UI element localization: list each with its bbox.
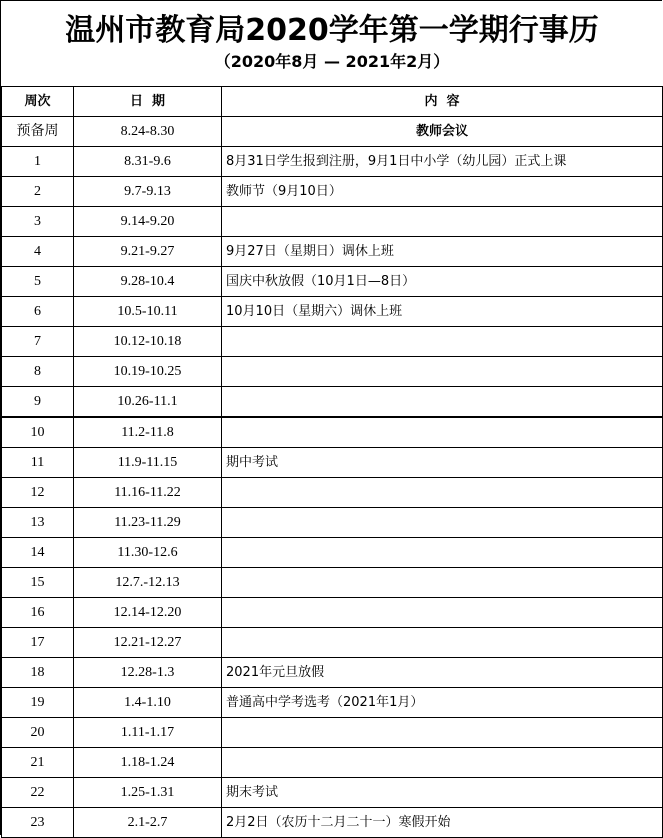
date-cell: 9.14-9.20 xyxy=(74,207,222,237)
table-row xyxy=(2,448,663,478)
content-cell: 2月2日（农历十二月二十一）寒假开始 xyxy=(222,808,663,838)
table-row xyxy=(2,327,663,357)
table-row xyxy=(2,237,663,267)
table-row xyxy=(2,688,663,718)
content-cell: 普通高中学考选考（2021年1月） xyxy=(222,688,663,718)
week-cell: 23 xyxy=(2,808,74,838)
content-cell: 期中考试 xyxy=(222,448,663,478)
date-cell: 11.23-11.29 xyxy=(74,508,222,538)
table-row xyxy=(2,207,663,237)
table-row xyxy=(2,177,663,207)
date-cell: 11.9-11.15 xyxy=(74,448,222,478)
table-row xyxy=(2,267,663,297)
week-cell: 12 xyxy=(2,478,74,508)
date-cell: 1.11-1.17 xyxy=(74,718,222,748)
column-header-date: 日 期 xyxy=(74,87,222,117)
week-cell: 9 xyxy=(2,387,74,418)
date-cell: 2.1-2.7 xyxy=(74,808,222,838)
content-cell: 8月31日学生报到注册，9月1日中小学（幼儿园）正式上课 xyxy=(222,147,663,177)
date-cell: 9.7-9.13 xyxy=(74,177,222,207)
week-cell: 18 xyxy=(2,658,74,688)
content-cell: 教师节（9月10日） xyxy=(222,177,663,207)
content-cell xyxy=(222,748,663,778)
table-row xyxy=(2,658,663,688)
week-cell: 17 xyxy=(2,628,74,658)
table-row xyxy=(2,628,663,658)
week-cell: 22 xyxy=(2,778,74,808)
content-cell: 2021年元旦放假 xyxy=(222,658,663,688)
week-cell: 7 xyxy=(2,327,74,357)
date-cell: 11.30-12.6 xyxy=(74,538,222,568)
content-cell xyxy=(222,628,663,658)
content-cell: 教师会议 xyxy=(222,117,663,147)
content-cell xyxy=(222,508,663,538)
date-cell: 1.4-1.10 xyxy=(74,688,222,718)
week-cell: 20 xyxy=(2,718,74,748)
table-row xyxy=(2,808,663,838)
table-row xyxy=(2,357,663,387)
date-cell: 10.26-11.1 xyxy=(74,387,222,418)
week-cell: 5 xyxy=(2,267,74,297)
table-header-row xyxy=(2,87,663,117)
page-subtitle: （2020年8月 — 2021年2月） xyxy=(214,52,450,71)
week-cell: 14 xyxy=(2,538,74,568)
content-cell: 国庆中秋放假（10月1日—8日） xyxy=(222,267,663,297)
date-cell: 11.16-11.22 xyxy=(74,478,222,508)
date-cell: 9.21-9.27 xyxy=(74,237,222,267)
week-cell: 1 xyxy=(2,147,74,177)
content-cell xyxy=(222,207,663,237)
content-cell: 期末考试 xyxy=(222,778,663,808)
week-cell: 19 xyxy=(2,688,74,718)
table-row xyxy=(2,478,663,508)
table-body xyxy=(2,117,663,838)
schedule-table xyxy=(1,86,663,838)
table-row xyxy=(2,568,663,598)
week-cell: 15 xyxy=(2,568,74,598)
week-cell: 13 xyxy=(2,508,74,538)
table-row xyxy=(2,117,663,147)
content-cell xyxy=(222,327,663,357)
content-cell xyxy=(222,478,663,508)
page-title: 温州市教育局2020学年第一学期行事历 xyxy=(65,13,599,48)
table-row xyxy=(2,748,663,778)
week-cell: 8 xyxy=(2,357,74,387)
column-header-week: 周次 xyxy=(2,87,74,117)
content-cell xyxy=(222,598,663,628)
content-cell xyxy=(222,718,663,748)
date-cell: 12.14-12.20 xyxy=(74,598,222,628)
date-cell: 10.5-10.11 xyxy=(74,297,222,327)
date-cell: 11.2-11.8 xyxy=(74,417,222,448)
content-cell xyxy=(222,417,663,448)
week-cell: 11 xyxy=(2,448,74,478)
content-cell xyxy=(222,538,663,568)
content-cell xyxy=(222,568,663,598)
date-cell: 9.28-10.4 xyxy=(74,267,222,297)
week-cell: 16 xyxy=(2,598,74,628)
week-cell: 2 xyxy=(2,177,74,207)
table-row xyxy=(2,508,663,538)
week-cell: 预备周 xyxy=(2,117,74,147)
week-cell: 3 xyxy=(2,207,74,237)
date-cell: 12.28-1.3 xyxy=(74,658,222,688)
content-cell xyxy=(222,357,663,387)
date-cell: 10.12-10.18 xyxy=(74,327,222,357)
content-cell xyxy=(222,387,663,418)
column-header-content: 内 容 xyxy=(222,87,663,117)
content-cell: 9月27日（星期日）调休上班 xyxy=(222,237,663,267)
table-row xyxy=(2,778,663,808)
table-row xyxy=(2,147,663,177)
date-cell: 8.31-9.6 xyxy=(74,147,222,177)
date-cell: 12.7.-12.13 xyxy=(74,568,222,598)
table-row xyxy=(2,538,663,568)
date-cell: 1.18-1.24 xyxy=(74,748,222,778)
table-row xyxy=(2,417,663,448)
content-cell: 10月10日（星期六）调休上班 xyxy=(222,297,663,327)
week-cell: 10 xyxy=(2,417,74,448)
table-row xyxy=(2,387,663,418)
date-cell: 12.21-12.27 xyxy=(74,628,222,658)
week-cell: 4 xyxy=(2,237,74,267)
date-cell: 8.24-8.30 xyxy=(74,117,222,147)
week-cell: 21 xyxy=(2,748,74,778)
table-row xyxy=(2,718,663,748)
date-cell: 10.19-10.25 xyxy=(74,357,222,387)
date-cell: 1.25-1.31 xyxy=(74,778,222,808)
table-row xyxy=(2,598,663,628)
table-row xyxy=(2,297,663,327)
week-cell: 6 xyxy=(2,297,74,327)
